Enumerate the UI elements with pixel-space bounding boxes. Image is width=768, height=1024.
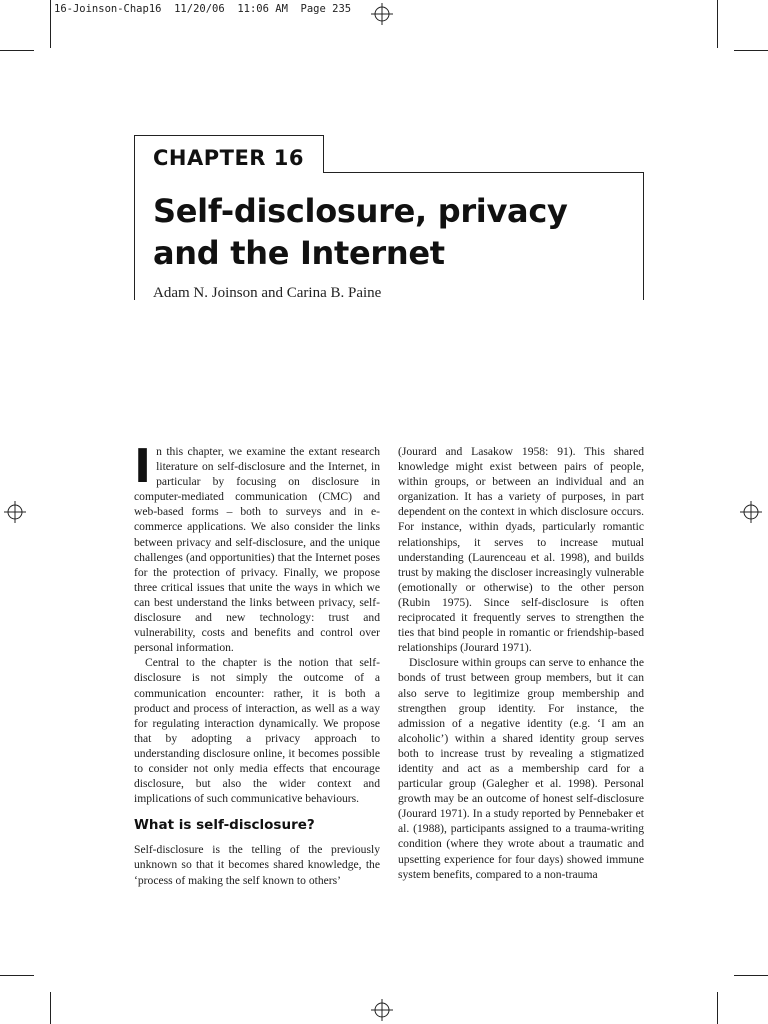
registration-mark-icon — [4, 501, 26, 523]
drop-cap: I — [134, 439, 152, 493]
print-slug: 16-Joinson-Chap16 11/20/06 11:06 AM Page 235 — [54, 3, 352, 15]
intro-paragraph-2: Central to the chapter is the notion that self-disclosure is not simply the outcome of a communication encounter: rather, it is both a product and process of interaction, as well as a way for regulating interaction dynamically. We propose that by adopting a privacy approach to understanding disclosure online, it becomes possible to consider not only media effects that encourage disclosure, but also the wider context and implications of such communicative behaviours. — [134, 656, 380, 806]
crop-mark-top-right — [717, 0, 718, 48]
registration-mark-icon — [740, 501, 762, 523]
crop-mark-bottom-left — [50, 992, 51, 1024]
body-column-right — [398, 444, 644, 882]
chapter-number: CHAPTER 16 — [153, 146, 305, 170]
registration-mark-icon — [371, 999, 393, 1021]
intro-paragraph-1: In this chapter, we examine the extant research literature on self-disclosure and the Internet, in particular by focusing on disclosure in computer-mediated communication (CMC) and web-based forms – both to surveys and in e-commerce applications. We also consider the links between privacy and self-disclosure, and the unique challenges (and opportunities) that the Internet poses for the protection of privacy. Finally, we propose three critical issues that unite the ways in which we can best understand the links between privacy, self-disclosure and new technology: trust and vulnerability, costs and benefits and control over personal information. — [134, 439, 380, 655]
crop-mark-bottom-right-h — [734, 975, 768, 976]
crop-mark-bottom-right — [717, 992, 718, 1024]
right-paragraph-2: Disclosure within groups can serve to enhance the bonds of trust between group members, but it can also serve to legitimize group membership and strengthen group identity. For instance, the admission of a negative identity (e.g. ‘I am an alcoholic’) within a shared identity group serves both to increase trust by revealing a stigmatized identity and act as a membership card for a particular group (Galegher et al. 1998). Personal growth may be an outcome of honest self-disclosure (Jourard 1971). In a study reported by Pennebaker et al. (1988), participants assigned to a trauma-writing condition (where they wrote about a traumatic and upsetting experience for four days) showed immune system benefits, compared to a non-trauma — [398, 656, 644, 881]
section-paragraph-1: Self-disclosure is the telling of the previously unknown so that it becomes shared knowledge, the ‘process of making the self known to others’ — [134, 843, 380, 887]
crop-mark-top-left — [50, 0, 51, 48]
chapter-title-line-2: and the Internet — [153, 234, 445, 272]
section-heading: What is self-disclosure? — [134, 817, 315, 834]
chapter-title-line-1: Self-disclosure, privacy — [153, 192, 568, 230]
crop-mark-bottom-left-h — [0, 975, 34, 976]
body-column-left — [134, 439, 380, 888]
chapter-title — [153, 190, 633, 274]
registration-mark-icon — [371, 3, 393, 25]
chapter-authors: Adam N. Joinson and Carina B. Paine — [153, 285, 382, 301]
right-paragraph-1: (Jourard and Lasakow 1958: 91). This shared knowledge might exist between pairs of people, within groups, or between an individual and an organization. It has a variety of purposes, in part dependent on the context in which disclosure occurs. For instance, within dyads, particularly romantic relationships, it serves to increase mutual understanding (Laurenceau et al. 1998), and builds trust by making the discloser increasingly vulnerable (emotionally or otherwise) to the other person (Rubin 1975). Since self-disclosure is often reciprocated it frequently serves to strengthen the ties that bind people in romantic or friendship-based relationships (Jourard 1971). — [398, 445, 644, 655]
crop-mark-top-right-h — [734, 50, 768, 51]
crop-mark-top-left-h — [0, 50, 34, 51]
